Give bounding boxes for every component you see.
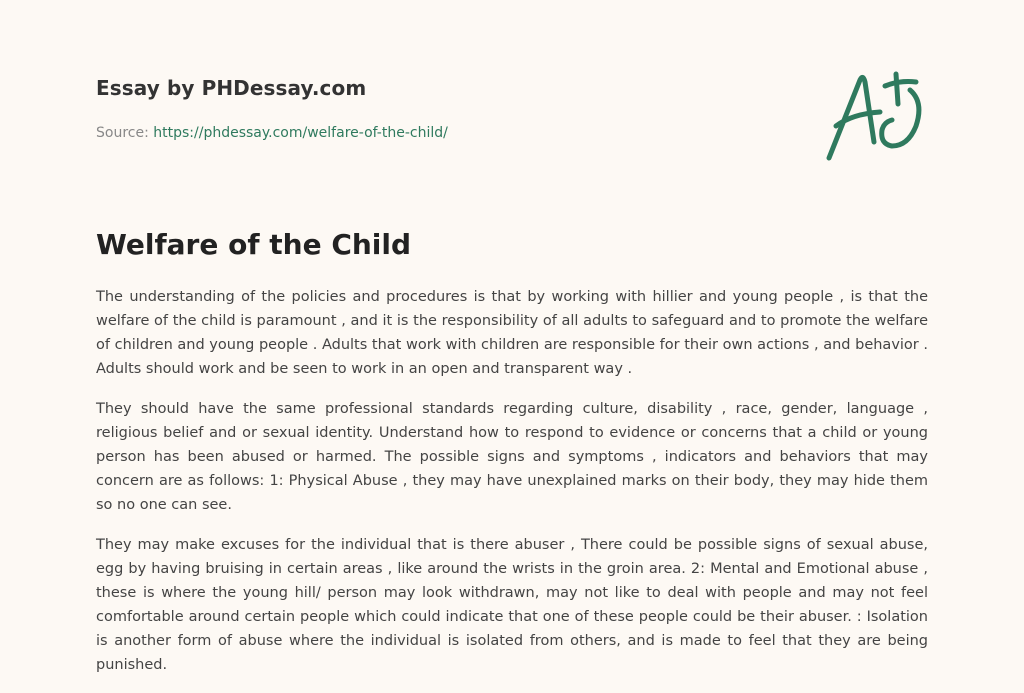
essay-title: Welfare of the Child <box>96 228 412 261</box>
source-label: Source: <box>96 125 149 141</box>
essay-paragraph: The understanding of the policies and procedures is that by working with hillier and young people , is that the welfare of the child is paramount , and it is the responsibility of all adults to safeguard and to promote the welfare of children and young people . Adults that work with children are responsible for their own actions , and behavior . Adults should work and be seen to work in an open and transparent way . <box>96 289 928 377</box>
site-title: Essay by PHDessay.com <box>96 76 367 100</box>
source-link[interactable]: https://phdessay.com/welfare-of-the-child/ <box>153 125 448 141</box>
essay-paragraph: They may make excuses for the individual that is there abuser , There could be possible signs of sexual abuse, egg by having bruising in certain areas , like around the wrists in the groin area. 2: Mental and Emotional abuse , these is where the young hill/ person may look withdrawn, may not like to deal with people and may not feel comfortable around certain people which could indicate that one of these people could be their abuser. : Isolation is another form of abuse where the individual is isolated from others, and is made to feel that they are being punished. <box>96 537 928 673</box>
a-plus-grade-icon <box>822 68 928 164</box>
site-header <box>96 76 366 100</box>
source-line <box>96 125 448 141</box>
essay-paragraph: They should have the same professional standards regarding culture, disability , race, gender, language , religious belief and or sexual identity. Understand how to respond to evidence or concerns that a child or young person has been abused or harmed. The possible signs and symptoms , indicators and behaviors that may concern are as follows: 1: Physical Abuse , they may have unexplained marks on their body, they may hide them so no one can see. <box>96 401 928 513</box>
essay-body <box>96 285 928 693</box>
